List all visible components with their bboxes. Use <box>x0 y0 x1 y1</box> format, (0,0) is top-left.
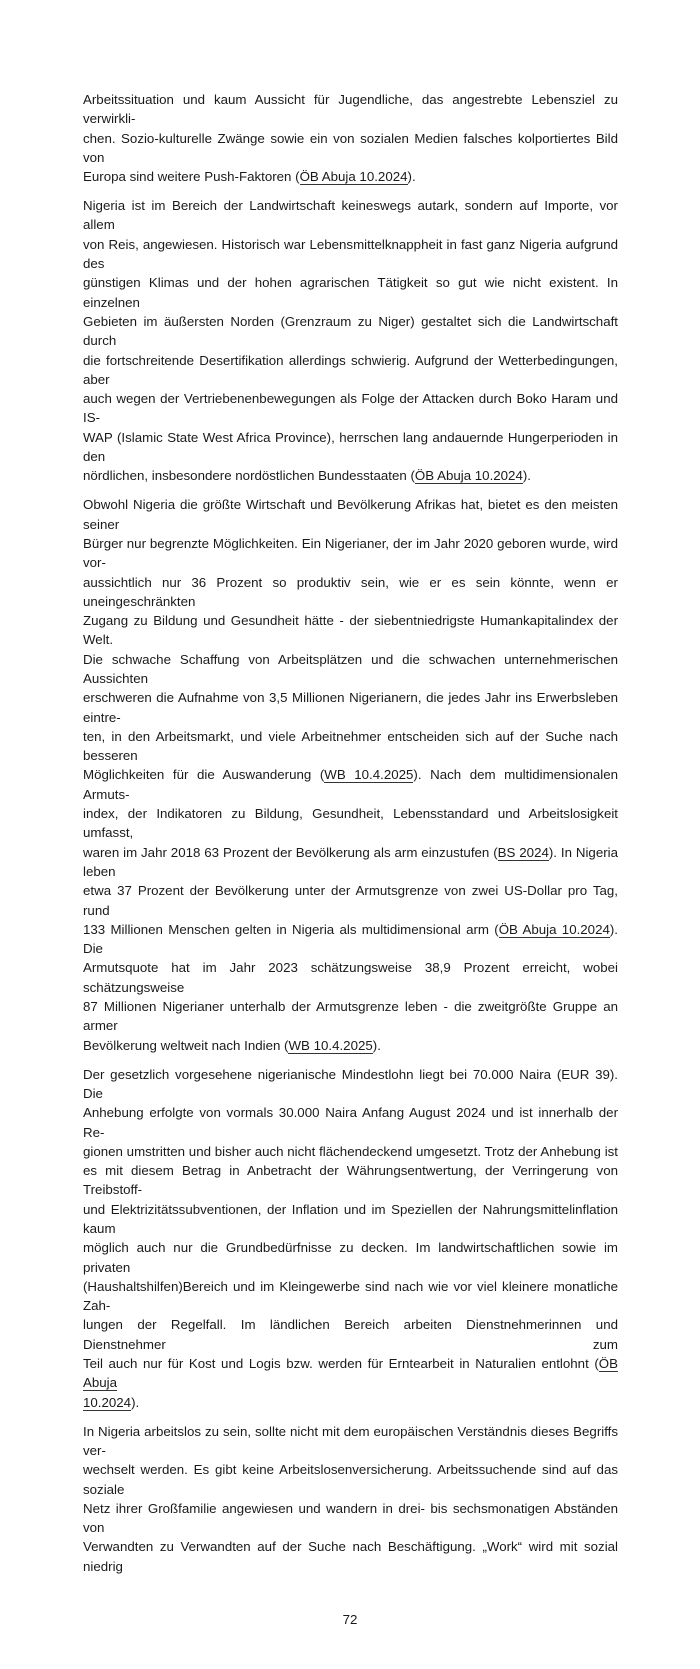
text-line <box>83 90 618 129</box>
text-line <box>83 573 618 612</box>
text-line-content <box>83 129 618 168</box>
text-segment: 87 Millionen Nigerianer unterhalb der Armutsgrenze leben - die zweitgrößte Gruppe an armer <box>83 999 618 1034</box>
text-line <box>83 129 618 168</box>
text-line <box>83 1393 618 1412</box>
text-segment: wechselt werden. Es gibt keine Arbeitslosenversicherung. Arbeitssuchende sind auf das soziale <box>83 1462 618 1497</box>
text-line <box>83 428 618 467</box>
text-line <box>83 843 618 882</box>
text-segment: günstigen Klimas und der hohen agrarischen Tätigkeit so gut wie nicht existent. In einzelnen <box>83 275 618 310</box>
source-reference-link[interactable]: 10.2024 <box>83 1394 132 1410</box>
text-segment: auch wegen der Vertriebenenbewegungen als Folge der Attacken durch Boko Haram und IS- <box>83 391 618 426</box>
text-line-content <box>83 727 618 766</box>
text-segment: (Haushaltshilfen)Bereich und im Kleingewerbe sind nach wie vor viel kleinere monatliche Zah- <box>83 1278 618 1314</box>
text-line <box>83 466 618 485</box>
text-line-content <box>83 534 618 573</box>
text-line <box>83 650 618 689</box>
text-segment: ). <box>522 468 531 484</box>
text-line-content <box>83 1238 618 1277</box>
text-line-content <box>83 389 618 428</box>
text-segment: Anhebung erfolgte von vormals 30.000 Naira Anfang August 2024 und ist innerhalb der Re- <box>83 1105 618 1140</box>
text-line-content <box>83 312 618 351</box>
text-line <box>83 273 618 312</box>
text-line-content <box>83 958 618 997</box>
text-segment: Bürger nur begrenzte Möglichkeiten. Ein Nigerianer, der im Jahr 2020 geboren wurde, wird vor- <box>83 535 618 571</box>
text-line <box>83 1460 618 1499</box>
text-segment: gionen umstritten und bisher auch nicht flächendeckend umgesetzt. Trotz der Anhebung ist <box>83 1143 618 1159</box>
text-segment: 133 Millionen Menschen gelten in Nigeria als multidimensional arm ( <box>83 921 499 937</box>
source-reference-link[interactable]: BS 2024 <box>497 844 549 860</box>
text-line <box>83 997 618 1036</box>
text-segment: Verwandten zu Verwandten auf der Suche nach Beschäftigung. „Work“ wird mit sozial niedrig <box>83 1539 618 1574</box>
text-segment: und Elektrizitätssubventionen, der Inflation und im Speziellen der Nahrungsmittelinflation kaum <box>83 1201 618 1236</box>
text-line-content <box>83 495 618 534</box>
text-segment: Netz ihrer Großfamilie angewiesen und wandern in drei- bis sechsmonatigen Abständen von <box>83 1500 618 1536</box>
text-segment: index, der Indikatoren zu Bildung, Gesundheit, Lebensstandard und Arbeitslosigkeit umfasst, <box>83 806 618 841</box>
text-line-content <box>83 1354 618 1393</box>
text-segment: von Reis, angewiesen. Historisch war Lebensmittelknappheit in fast ganz Nigeria aufgrund des <box>83 236 618 272</box>
page-number: 72 <box>342 1612 358 1628</box>
text-line <box>83 196 618 235</box>
text-line <box>83 312 618 351</box>
text-line-content <box>83 1065 618 1104</box>
text-segment: Obwohl Nigeria die größte Wirtschaft und Bevölkerung Afrikas hat, bietet es den meisten seiner <box>83 497 618 532</box>
text-line-content <box>83 1499 618 1538</box>
source-reference-link[interactable]: ÖB Abuja <box>83 1356 618 1391</box>
text-line <box>83 881 618 920</box>
text-line <box>83 920 618 959</box>
text-line-content <box>83 1277 618 1316</box>
text-line <box>83 727 618 766</box>
text-line <box>83 389 618 428</box>
text-line <box>83 1537 618 1576</box>
text-segment: ). <box>131 1394 140 1410</box>
document-body <box>83 0 618 1576</box>
text-line <box>83 1161 618 1200</box>
text-segment: Möglichkeiten für die Auswanderung ( <box>83 767 325 783</box>
text-segment: ). <box>372 1037 381 1053</box>
text-line-content <box>83 1315 618 1354</box>
text-segment: Bevölkerung weltweit nach Indien ( <box>83 1037 289 1053</box>
text-line-content <box>83 1142 618 1161</box>
text-line-content <box>83 1393 618 1412</box>
text-segment: ). <box>407 169 416 185</box>
text-line <box>83 1277 618 1316</box>
text-line-content <box>83 428 618 467</box>
text-line <box>83 1200 618 1239</box>
text-line <box>83 1499 618 1538</box>
text-segment: Nigeria ist im Bereich der Landwirtschaft keineswegs autark, sondern auf Importe, vor allem <box>83 198 618 233</box>
text-segment: die fortschreitende Desertifikation allerdings schwierig. Aufgrund der Wetterbedingungen, aber <box>83 352 618 387</box>
text-line <box>83 1103 618 1142</box>
text-segment: WAP (Islamic State West Africa Province), herrschen lang andauernde Hungerperioden in den <box>83 429 618 465</box>
paragraph <box>83 1422 618 1576</box>
text-line-content <box>83 650 618 689</box>
text-line <box>83 1036 618 1055</box>
text-line-content <box>83 167 618 186</box>
paragraph <box>83 196 618 485</box>
text-line <box>83 1065 618 1104</box>
text-line-content <box>83 1036 618 1055</box>
text-segment: Armutsquote hat im Jahr 2023 schätzungsweise 38,9 Prozent erreicht, wobei schätzungsweise <box>83 960 618 995</box>
text-segment: Gebieten im äußersten Norden (Grenzraum zu Niger) gestaltet sich die Landwirtschaft durch <box>83 313 618 349</box>
text-line-content <box>83 920 618 959</box>
text-segment: ). Nach dem multidimensionalen Armuts- <box>83 767 618 802</box>
text-line-content <box>83 1200 618 1239</box>
source-reference-link[interactable]: ÖB Abuja 10.2024 <box>299 169 408 185</box>
paragraph <box>83 495 618 1055</box>
source-reference-link[interactable]: WB 10.4.2025 <box>324 767 414 783</box>
text-line-content <box>83 1537 618 1576</box>
text-line <box>83 1238 618 1277</box>
text-segment: Europa sind weitere Push-Faktoren ( <box>83 169 300 185</box>
text-segment: Der gesetzlich vorgesehene nigerianische Mindestlohn liegt bei 70.000 Naira (EUR 39). Die <box>83 1066 618 1101</box>
paragraph <box>83 90 618 186</box>
text-line <box>83 534 618 573</box>
text-line <box>83 1422 618 1461</box>
text-line <box>83 804 618 843</box>
text-line <box>83 1315 618 1354</box>
text-line <box>83 167 618 186</box>
text-segment: nördlichen, insbesondere nordöstlichen Bundesstaaten ( <box>83 468 415 484</box>
text-line <box>83 611 618 650</box>
source-reference-link[interactable]: ÖB Abuja 10.2024 <box>498 921 610 937</box>
text-line-content <box>83 235 618 274</box>
text-line-content <box>83 765 618 804</box>
text-segment: waren im Jahr 2018 63 Prozent der Bevölkerung als arm einzustufen ( <box>83 844 498 860</box>
text-line-content <box>83 881 618 920</box>
text-segment: Die schwache Schaffung von Arbeitsplätzen und die schwachen unternehmerischen Aussichten <box>83 651 618 686</box>
text-line-content <box>83 351 618 390</box>
text-line-content <box>83 196 618 235</box>
text-line-content <box>83 997 618 1036</box>
text-line-content <box>83 1161 618 1200</box>
text-segment: ). Die <box>83 921 618 957</box>
text-segment: ). In Nigeria leben <box>83 844 618 879</box>
paragraph <box>83 1065 618 1412</box>
text-line <box>83 235 618 274</box>
text-line <box>83 958 618 997</box>
text-line <box>83 1142 618 1161</box>
text-segment: Zugang zu Bildung und Gesundheit hätte - der siebentniedrigste Humankapitalindex der Welt. <box>83 613 618 648</box>
text-line-content <box>83 843 618 882</box>
text-line-content <box>83 1422 618 1461</box>
text-line <box>83 351 618 390</box>
text-segment: etwa 37 Prozent der Bevölkerung unter der Armutsgrenze von zwei US-Dollar pro Tag, rund <box>83 883 618 918</box>
text-line-content <box>83 611 618 650</box>
text-segment: möglich auch nur die Grundbedürfnisse zu decken. Im landwirtschaftlichen sowie im privaten <box>83 1240 618 1275</box>
text-segment: chen. Sozio-kulturelle Zwänge sowie ein von sozialen Medien falsches kolportiertes Bild von <box>83 130 618 165</box>
text-segment: aussichtlich nur 36 Prozent so produktiv sein, wie er es sein könnte, wenn er uneingeschränkten <box>83 574 618 609</box>
text-line <box>83 1354 618 1393</box>
source-reference-link[interactable]: WB 10.4.2025 <box>288 1037 373 1053</box>
text-segment: erschweren die Aufnahme von 3,5 Millionen Nigerianern, die jedes Jahr ins Erwerbsleben eintre- <box>83 690 618 725</box>
text-line <box>83 495 618 534</box>
text-line-content <box>83 804 618 843</box>
text-line-content <box>83 273 618 312</box>
text-segment: es mit diesem Betrag in Anbetracht der Währungsentwertung, der Verringerung von Treibstoff- <box>83 1163 618 1198</box>
text-segment: ten, in den Arbeitsmarkt, und viele Arbeitnehmer entscheiden sich auf der Suche nach besseren <box>83 728 618 764</box>
text-segment: Arbeitssituation und kaum Aussicht für Jugendliche, das angestrebte Lebensziel zu verwirkli- <box>83 92 618 127</box>
text-line-content <box>83 688 618 727</box>
text-line-content <box>83 1460 618 1499</box>
text-segment: In Nigeria arbeitslos zu sein, sollte nicht mit dem europäischen Verständnis dieses Begriffs ver- <box>83 1423 618 1458</box>
text-segment: lungen der Regelfall. Im ländlichen Bereich arbeiten Dienstnehmerinnen und Dienstnehmer zum <box>83 1317 618 1352</box>
text-line <box>83 688 618 727</box>
text-line-content <box>83 1103 618 1142</box>
source-reference-link[interactable]: ÖB Abuja 10.2024 <box>414 468 523 484</box>
text-line-content <box>83 90 618 129</box>
text-line-content <box>83 466 618 485</box>
text-segment: Teil auch nur für Kost und Logis bzw. werden für Erntearbeit in Naturalien entlohnt ( <box>83 1356 599 1372</box>
text-line <box>83 765 618 804</box>
text-line-content <box>83 573 618 612</box>
